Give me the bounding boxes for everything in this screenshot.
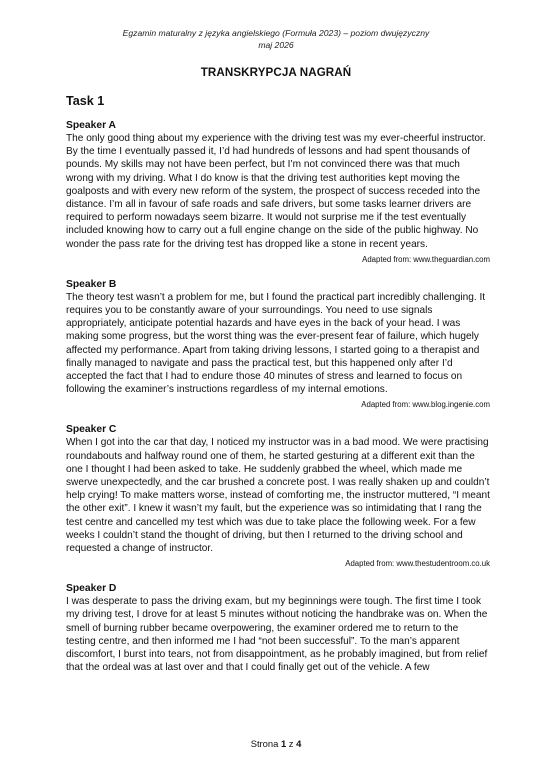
exam-date: maj 2026 <box>258 40 294 50</box>
transcript-body <box>66 119 490 675</box>
source-attribution: Adapted from: www.thestudentroom.co.uk <box>345 559 490 569</box>
speaker-heading: Speaker C <box>66 424 117 436</box>
speaker-heading: Speaker B <box>66 278 117 290</box>
task-heading: Task 1 <box>66 94 105 108</box>
speaker-transcript: When I got into the car that day, I noticed my instructor was in a bad mood. We were practising roundabouts and halfway round one of them, he started gesturing at a different exit than the one I thought I had been asked to take. He suddenly grabbed the wheel, which made me swerve unexpectedly, and the car brushed a concrete post. I was really shaken up and couldn’t help crying! To make matters worse, instead of comforting me, the instructor muttered, “I meant the other exit”. I knew it wasn’t my fault, but the experience was so intimidating that I rang the test centre and cancelled my test which was due to take place the following week. For a few weeks I couldn’t stand the thought of driving, but then I returned to the driving school and requested a change of instructor. <box>66 437 490 555</box>
speaker-heading: Speaker A <box>66 120 116 131</box>
exam-header <box>0 27 552 51</box>
speaker-transcript: The only good thing about my experience with the driving test was my ever-cheerful instructor. By the time I eventually passed it, I’d had hundreds of lessons and had spent thousands of pounds. My skills may not have been perfect, but I’m not convinced there was that much wrong with my driving. What I do know is that the driving test authorities kept moving the goalposts and with every new reform of the system, the prospect of success receded into the distance. I’m all in favour of safe roads and safe drivers, but some tasks learner drivers are required to perform nowadays seem bizarre. It would not surprise me if the test eventually included knowing how to carry out a full engine change on the side of the public highway. No wonder the pass rate for the driving test has dropped like a stone in recent years. <box>66 133 486 250</box>
source-attribution: Adapted from: www.blog.ingenie.com <box>361 400 490 410</box>
speaker-transcript: I was desperate to pass the driving exam, but my beginnings were tough. The first time I took my driving test, I drove for at least 5 minutes without noticing the handbrake was on. When the smell of burning rubber became overpowering, the examiner ordered me to return to the testing centre, and then informed me I had “not been successful”. To the man’s apparent discomfort, I burst into tears, not from disappointment, as he probably imagined, but from relief that the ordeal was at last over and that I could finally get out of the vehicle. A few <box>66 596 488 674</box>
speaker-section-d <box>66 582 490 674</box>
document-title: TRANSKRYPCJA NAGRAŃ <box>200 66 352 79</box>
page-separator: z <box>288 738 294 749</box>
page-total: 4 <box>296 738 302 749</box>
source-attribution: Adapted from: www.theguardian.com <box>362 254 490 264</box>
page-label: Strona <box>250 738 279 749</box>
page-footer <box>0 738 552 749</box>
exam-header-line: Egzamin maturalny z języka angielskiego (Formuła 2023) – poziom dwujęzyczny <box>122 28 430 38</box>
speaker-heading: Speaker D <box>66 583 117 595</box>
speaker-transcript: The theory test wasn’t a problem for me, but I found the practical part incredibly challenging. It requires you to be constantly aware of your surroundings. You need to use signals appropriately, anticipate potential hazards and have eyes in the back of your head. I was making some progress, but the worst thing was the ever-present fear of failure, which hugely affected my performance. Apart from taking driving lessons, I started going to a therapist and finally managed to navigate and pass the practical test, but this happened only after I’d accepted the fact that I had to endure those 40 minutes of stress and learned to focus on following the examiner’s instructions regardless of my internal emotions. <box>66 291 486 396</box>
speaker-section-c <box>66 423 490 569</box>
speaker-section-b <box>66 278 490 411</box>
speaker-section-a <box>66 119 490 265</box>
page-number: 1 <box>280 738 287 749</box>
